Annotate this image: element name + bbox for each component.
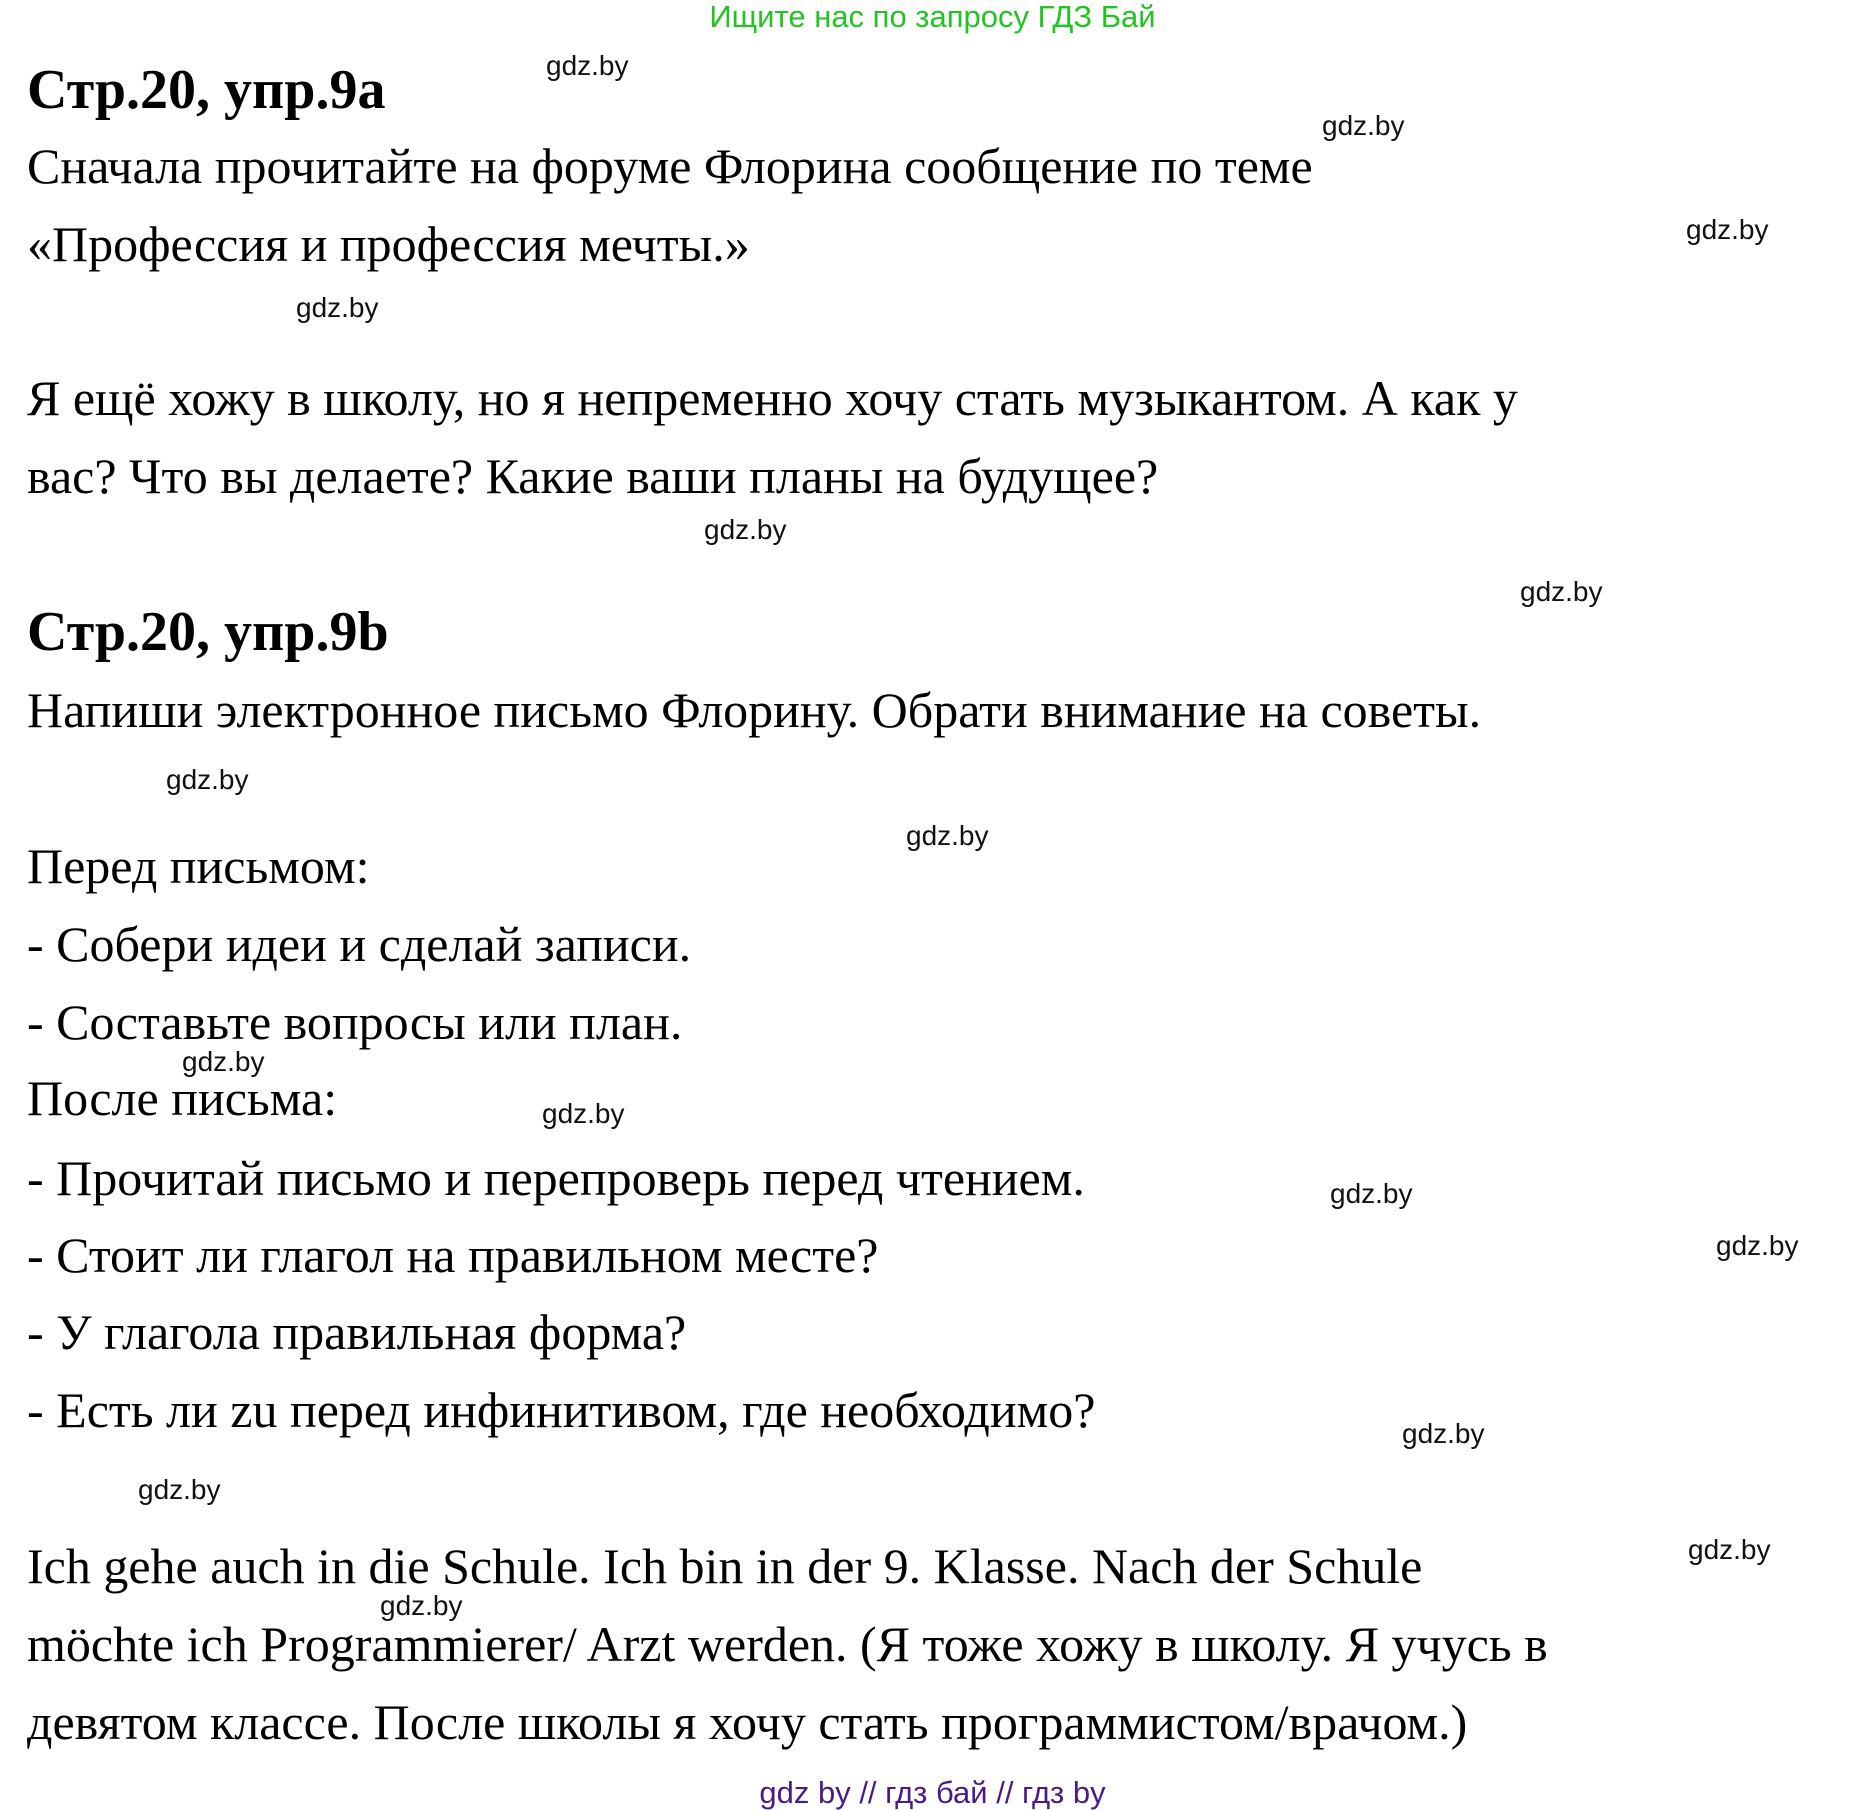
watermark: gdz.by	[1322, 110, 1405, 141]
answer-line: девятом классе. После школы я хочу стать программистом/врачом.)	[27, 1694, 1468, 1750]
watermark: gdz.by	[138, 1474, 221, 1505]
task-line: Сначала прочитайте на форуме Флорина сообщение по теме	[27, 138, 1313, 194]
before-letter-label: Перед письмом:	[27, 838, 370, 894]
answer-line: Ich gehe auch in die Schule. Ich bin in der 9. Klasse. Nach der Schule	[27, 1538, 1423, 1594]
watermark: gdz.by	[1402, 1418, 1485, 1449]
list-item: - У глагола правильная форма?	[27, 1304, 687, 1360]
forum-message-line: Я ещё хожу в школу, но я непременно хочу стать музыкантом. А как у	[27, 370, 1518, 426]
search-banner: Ищите нас по запросу ГДЗ Бай	[709, 0, 1156, 34]
watermark: gdz.by	[546, 50, 629, 81]
list-item: - Собери идеи и сделай записи.	[27, 916, 692, 972]
watermark: gdz.by	[1520, 576, 1603, 607]
exercise-heading-9a: Стр.20, упр.9a	[27, 59, 386, 121]
task-line: «Профессия и профессия мечты.»	[27, 216, 750, 272]
watermark: gdz.by	[296, 292, 379, 323]
watermark: gdz.by	[166, 764, 249, 795]
after-letter-label: После письма:	[27, 1070, 338, 1126]
list-item: - Составьте вопросы или план.	[27, 994, 683, 1050]
forum-message-line: вас? Что вы делаете? Какие ваши планы на будущее?	[27, 448, 1159, 504]
watermark: gdz.by	[182, 1046, 265, 1077]
answer-line: möchte ich Programmierer/ Arzt werden. (Я тоже хожу в школу. Я учусь в	[27, 1616, 1548, 1672]
watermark: gdz.by	[1330, 1178, 1413, 1209]
watermark: gdz.by	[704, 514, 787, 545]
watermark: gdz.by	[1688, 1534, 1771, 1565]
watermark: gdz.by	[1686, 214, 1769, 245]
watermark: gdz.by	[542, 1098, 625, 1129]
watermark: gdz.by	[380, 1590, 463, 1621]
footer-links: gdz by // гдз бай // гдз by	[759, 1775, 1106, 1810]
list-item: - Прочитай письмо и перепроверь перед чтением.	[27, 1150, 1085, 1206]
watermark: gdz.by	[1716, 1230, 1799, 1261]
task-line: Напиши электронное письмо Флорину. Обрати внимание на советы.	[27, 682, 1482, 738]
list-item: - Есть ли zu перед инфинитивом, где необходимо?	[27, 1382, 1096, 1438]
watermark: gdz.by	[906, 820, 989, 851]
exercise-heading-9b: Стр.20, упр.9b	[27, 601, 389, 663]
list-item: - Стоит ли глагол на правильном месте?	[27, 1227, 879, 1283]
